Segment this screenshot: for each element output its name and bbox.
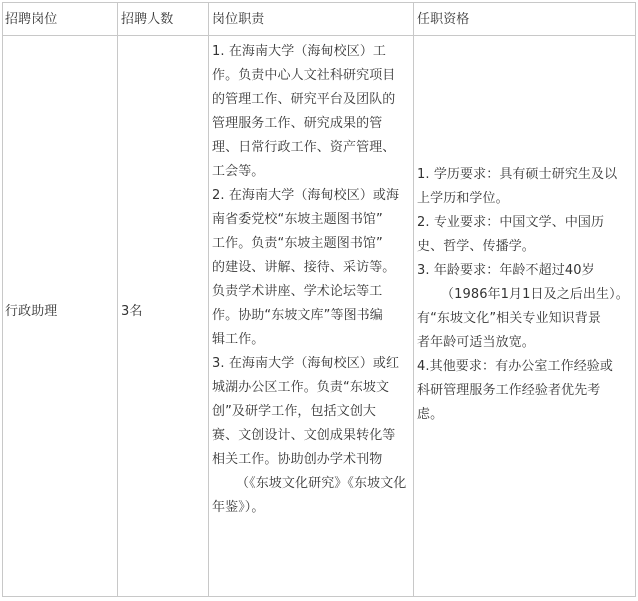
- requirements-cell: [417, 163, 631, 427]
- duties-line: 作。负责中心人文社科研究项目: [212, 68, 396, 83]
- duties-line: 3. 在海南大学（海甸校区）或红: [212, 356, 400, 371]
- duties-line: 创”及研学工作，包括文创大: [212, 404, 377, 419]
- duties-line: 年鉴》）。: [212, 500, 265, 515]
- header-requirements: 任职资格: [417, 12, 470, 27]
- duties-line: 作。协助“东坡文库”等图书编: [212, 308, 383, 323]
- header-bottom-border: [2, 35, 636, 36]
- column-divider-1: [117, 2, 118, 597]
- duties-line: 工会等。: [212, 164, 265, 179]
- duties-line: 1. 在海南大学（海甸校区）工: [212, 44, 387, 59]
- table-bottom-border: [2, 596, 636, 597]
- duties-line: 的管理工作、研究平台及团队的: [212, 92, 396, 107]
- column-divider-3: [413, 2, 414, 597]
- requirements-line: 史、哲学、传播学。: [417, 239, 535, 254]
- recruitment-table: [2, 2, 636, 597]
- duties-line: 相关工作。协助创办学术刊物: [212, 452, 383, 467]
- requirements-line: 有“东坡文化”相关专业知识背景: [417, 311, 601, 326]
- column-divider-2: [208, 2, 209, 597]
- duties-line: 的建设、讲解、接待、采访等。: [212, 260, 396, 275]
- duties-line: 管理服务工作、研究成果的管: [212, 116, 383, 131]
- duties-line: 负责学术讲座、学术论坛等工: [212, 284, 383, 299]
- duties-cell: [212, 40, 410, 520]
- requirements-line: 虑。: [417, 407, 444, 422]
- header-count: 招聘人数: [121, 12, 174, 27]
- duties-line: 南省委党校“东坡主题图书馆”: [212, 212, 383, 227]
- duties-line: 2. 在海南大学（海甸校区）或海: [212, 188, 400, 203]
- header-position: 招聘岗位: [5, 12, 58, 27]
- duties-line: 辑工作。: [212, 332, 265, 347]
- duties-line: （《东坡文化研究》《东坡文化: [236, 476, 407, 491]
- table-left-border: [2, 2, 3, 597]
- table-top-border: [2, 2, 636, 3]
- requirements-line: 者年龄可适当放宽。: [417, 335, 535, 350]
- requirements-line: 4.其他要求：有办公室工作经验或: [417, 359, 614, 374]
- duties-line: 工作。负责“东坡主题图书馆”: [212, 236, 383, 251]
- requirements-line: （1986年1月1日及之后出生）。: [441, 287, 629, 302]
- requirements-line: 3. 年龄要求：年龄不超过40岁: [417, 263, 595, 278]
- requirements-line: 上学历和学位。: [417, 191, 509, 206]
- requirements-line: 1. 学历要求：具有硕士研究生及以: [417, 167, 618, 182]
- duties-line: 城湖办公区工作。负责“东坡文: [212, 380, 390, 395]
- requirements-line: 科研管理服务工作经验者优先考: [417, 383, 601, 398]
- duties-line: 赛、文创设计、文创成果转化等: [212, 428, 396, 443]
- table-right-border: [635, 2, 636, 597]
- requirements-line: 2. 专业要求：中国文学、中国历: [417, 215, 605, 230]
- position-value: 行政助理: [5, 304, 58, 319]
- header-duties: 岗位职责: [212, 12, 265, 27]
- count-value: 3名: [121, 304, 143, 319]
- duties-line: 理、日常行政工作、资产管理、: [212, 140, 396, 155]
